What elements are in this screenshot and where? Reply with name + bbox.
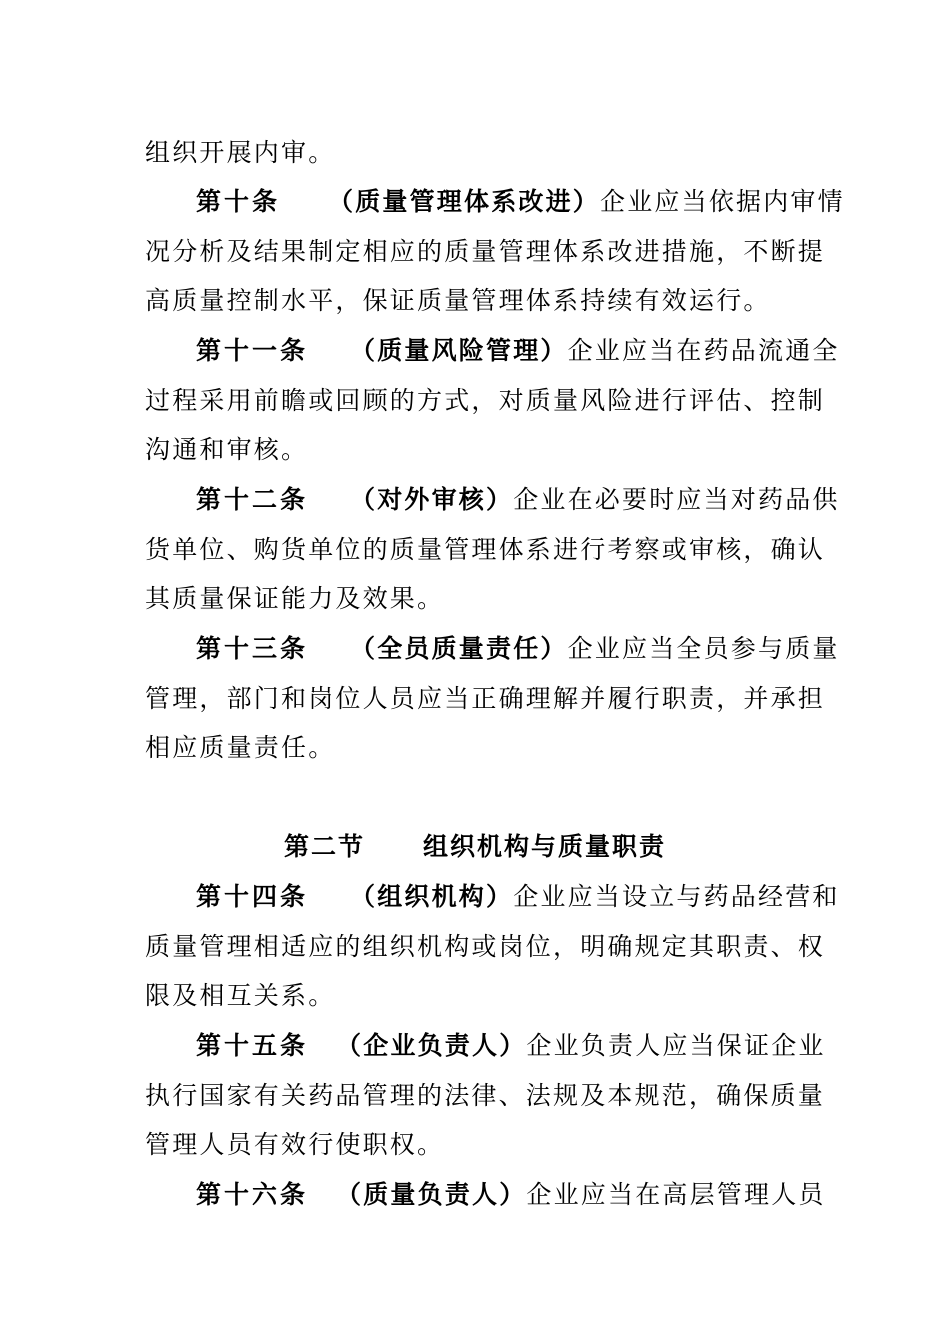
article-heading-line <box>196 185 845 219</box>
paragraph-line: 质量管理相适应的组织机构或岗位，明确规定其职责、权 <box>145 932 826 961</box>
article-heading-line <box>196 334 840 368</box>
paragraph-line: 过程采用前瞻或回顾的方式，对质量风险进行评估、控制 <box>145 386 826 415</box>
article-text: 企业负责人应当保证企业 <box>526 1031 826 1060</box>
article-title: （质量风险管理） <box>350 336 568 365</box>
article-title: （组织机构） <box>350 882 514 911</box>
paragraph-line: 货单位、购货单位的质量管理体系进行考察或审核，确认 <box>145 535 826 564</box>
paragraph-line: 限及相互关系。 <box>145 981 336 1010</box>
article-heading-line <box>196 880 840 914</box>
paragraph-line: 执行国家有关药品管理的法律、法规及本规范，确保质量 <box>145 1081 826 1110</box>
article-number: 第十一条 <box>196 336 309 365</box>
paragraph-line: 高质量控制水平，保证质量管理体系持续有效运行。 <box>145 286 771 315</box>
article-text: 企业在必要时应当对药品供 <box>513 485 840 514</box>
article-title: （质量负责人） <box>336 1180 527 1209</box>
paragraph-line: 管理人员有效行使职权。 <box>145 1130 445 1159</box>
article-text: 企业应当依据内审情 <box>600 187 845 216</box>
article-heading-line <box>196 1029 826 1063</box>
article-title: （企业负责人） <box>336 1031 527 1060</box>
article-number: 第十二条 <box>196 485 309 514</box>
article-heading-line <box>196 632 840 666</box>
paragraph-line: 其质量保证能力及效果。 <box>145 584 445 613</box>
article-number: 第十三条 <box>196 634 309 663</box>
paragraph-line: 况分析及结果制定相应的质量管理体系改进措施，不断提 <box>145 237 826 266</box>
article-number: 第十五条 <box>196 1031 309 1060</box>
article-title: （对外审核） <box>350 485 514 514</box>
paragraph-line: 管理，部门和岗位人员应当正确理解并履行职责，并承担 <box>145 684 826 713</box>
article-number: 第十四条 <box>196 882 309 911</box>
paragraph-line: 组织开展内审。 <box>145 138 336 167</box>
section-number: 第二节 <box>283 832 365 861</box>
article-number: 第十六条 <box>196 1180 309 1209</box>
article-heading-line <box>196 1178 826 1212</box>
paragraph-line: 相应质量责任。 <box>145 733 336 762</box>
article-title: （全员质量责任） <box>350 634 568 663</box>
article-text: 企业应当设立与药品经营和 <box>513 882 840 911</box>
article-heading-line <box>196 483 840 517</box>
article-title: （质量管理体系改进） <box>328 187 601 216</box>
section-heading <box>0 830 950 864</box>
article-text: 企业应当全员参与质量 <box>567 634 840 663</box>
article-number: 第十条 <box>196 187 281 216</box>
article-text: 企业应当在高层管理人员 <box>526 1180 826 1209</box>
section-title: 组织机构与质量职责 <box>423 832 667 861</box>
paragraph-line: 沟通和审核。 <box>145 435 309 464</box>
article-text: 企业应当在药品流通全 <box>567 336 840 365</box>
